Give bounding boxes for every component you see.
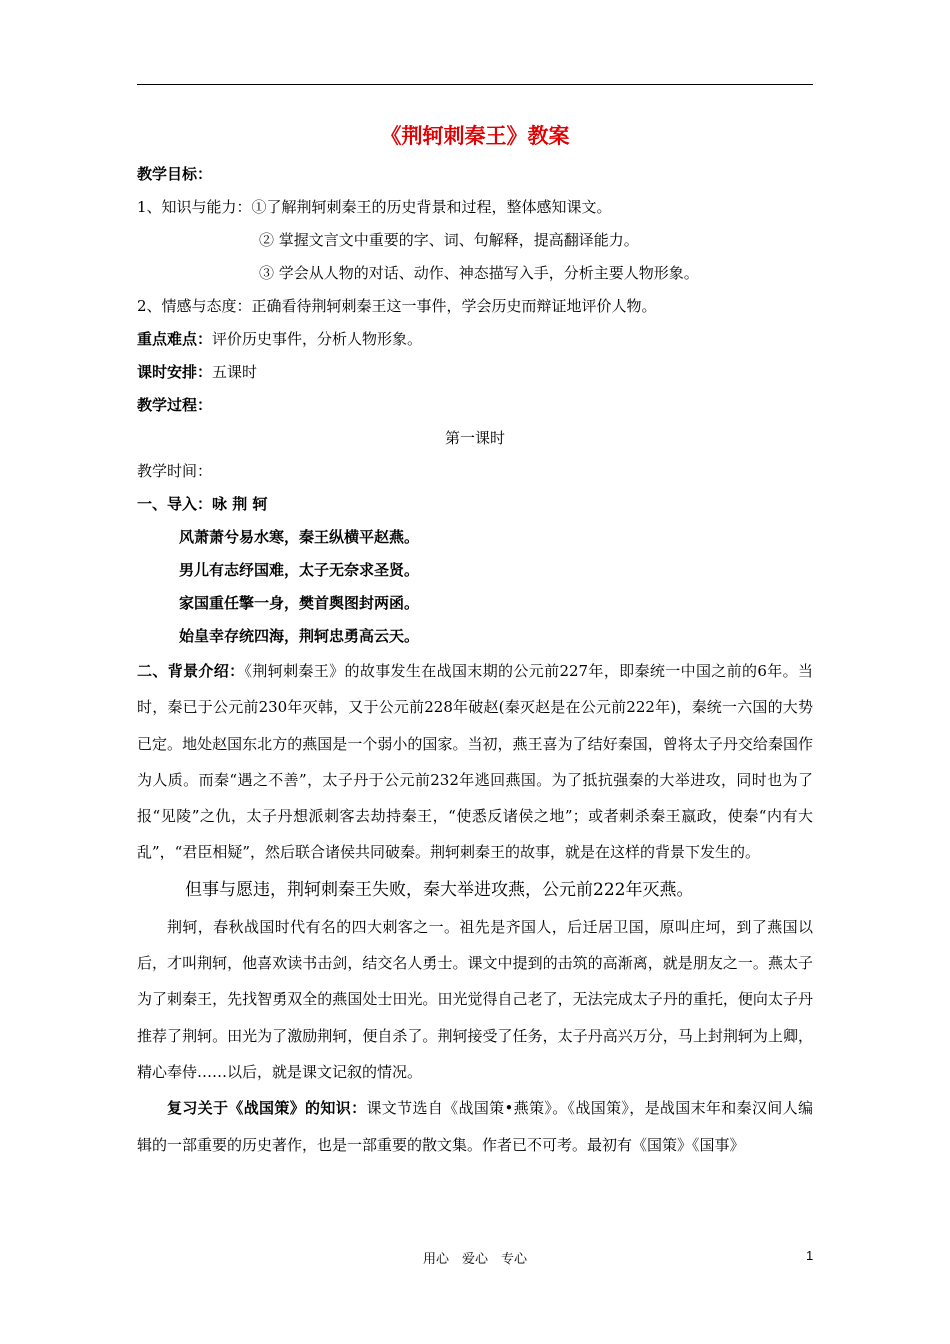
page-footer: 用心 爱心 专心 [422, 1252, 527, 1267]
goal1-line [137, 191, 813, 224]
goals-heading: 教学目标： [137, 165, 213, 183]
poem-line-1: 风萧萧兮易水寒，秦王纵横平赵燕。 [179, 528, 420, 546]
header-rule [137, 84, 813, 85]
process-heading: 教学过程： [137, 396, 213, 414]
poem-line-4: 始皇幸存统四海，荆轲忠勇高云天。 [179, 627, 420, 645]
poem-line-3: 家国重任擎一身，樊首舆图封两函。 [179, 594, 420, 612]
lesson-time: 教学时间： [137, 462, 213, 480]
keypoints-label: 重点难点： [137, 330, 213, 348]
lesson-title: 第一课时 [444, 429, 505, 447]
schedule-line [137, 356, 813, 389]
background-text: 《荆轲刺秦王》的故事发生在战国末期的公元前227年，即秦统一中国之前的6年。当时，秦已于公元前230年灭韩，又于公元前228年破赵(秦灭赵是在公元前222年)，秦统一六国的大势已定。地处赵国东北方的燕国是一个弱小的国家。当初，燕王喜为了结好秦国，曾将太子丹交给秦国作为人质。而秦“遇之不善”，太子丹于公元前232年逃回燕国。为了抵抗强秦的大举进攻，同时也为了报“见陵”之仇，太子丹想派刺客去劫持秦王，“使悉反诸侯之地”；或者刺杀秦王嬴政，使秦“内有大乱”，“君臣相疑”，然后联合诸侯共同破秦。荆轲刺秦王的故事，就是在这样的背景下发生的。 [137, 662, 813, 862]
document-title: 《荆轲刺秦王》教案 [380, 123, 570, 148]
poem-line-2: 男儿有志纾国难，太子无奈求圣贤。 [179, 561, 420, 579]
document-body [137, 118, 813, 1163]
goal1-item3: ③ 学会从人物的对话、动作、神态描写入手，分析主要人物形象。 [259, 264, 699, 282]
goal1-item1: ①了解荆轲刺秦王的历史背景和过程，整体感知课文。 [251, 198, 612, 216]
schedule-label: 课时安排： [137, 363, 213, 381]
review-label: 复习关于《战国策》的知识： [167, 1099, 367, 1118]
goal2-line [137, 290, 813, 323]
keypoints-line [137, 323, 813, 356]
review-paragraph [137, 1090, 813, 1163]
background-label: 二、背景介绍： [137, 662, 245, 680]
intro-heading: 一、导入：咏 荆 轲 [137, 495, 268, 513]
goal1-item2: ② 掌握文言文中重要的字、词、句解释，提高翻译能力。 [259, 231, 639, 249]
background-paragraph [137, 653, 813, 871]
page-number: 1 [806, 1248, 814, 1263]
keypoints-text: 评价历史事件，分析人物形象。 [212, 330, 423, 348]
goal1-label: 1、知识与能力： [137, 198, 252, 216]
review-text: 课文节选自《战国策•燕策》。《战国策》，是战国末年和秦汉间人编辑的一部重要的历史著作，也是一部重要的散文集。作者已不可考。最初有《国策》《国事》 [137, 1099, 813, 1154]
jingke-paragraph: 荆轲，春秋战国时代有名的四大刺客之一。祖先是齐国人，后迁居卫国，原叫庄坷，到了燕国以后，才叫荆轲，他喜欢读书击剑，结交名人勇士。课文中提到的击筑的高渐离，就是朋友之一。燕太子为了刺秦王，先找智勇双全的燕国处士田光。田光觉得自己老了，无法完成太子丹的重托，便向太子丹推荐了荆轲。田光为了激励荆轲，便自杀了。荆轲接受了任务，太子丹高兴万分，马上封荆轲为上卿，精心奉侍……以后，就是课文记叙的情况。 [137, 917, 813, 1081]
goal2-label: 2、情感与态度： [137, 297, 252, 315]
goal2-text: 正确看待荆轲刺秦王这一事件，学会历史而辩证地评价人物。 [251, 297, 657, 315]
result-paragraph: 但事与愿违，荆轲刺秦王失败，秦大举进攻燕，公元前222年灭燕。 [185, 879, 694, 900]
schedule-text: 五课时 [212, 363, 258, 381]
